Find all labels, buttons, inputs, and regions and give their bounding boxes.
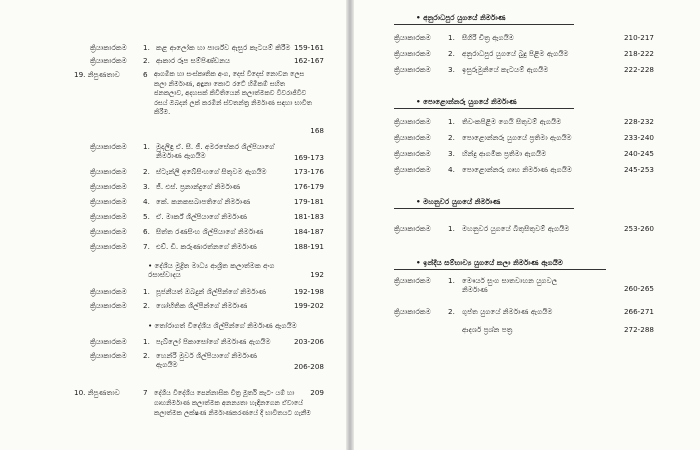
page-range: 222-228 — [623, 65, 654, 74]
activity-label: ක්‍රියාකාරකම — [90, 287, 127, 296]
activity-number: 1. — [448, 276, 455, 285]
right-page — [354, 0, 700, 450]
page-range: 240-245 — [623, 149, 654, 158]
activity-title: මෞර්ය සුංග සාතවාහන යුගවල නිර්මාණ — [462, 276, 558, 294]
sample-papers-title: ආදර්ශ ප්‍රශ්න පත්‍ර — [462, 325, 513, 334]
activity-title: හින්දු ආගමික ප්‍රතිමා ඇගයීම — [462, 149, 547, 158]
activity-title: මහනුවර යුගයේ බිතුසිතුවම් ඇගයීම — [462, 224, 570, 233]
activity-title: පොළොන්නරු යුගයේ ප්‍රතිමා ඇගයීම — [462, 133, 572, 142]
page-range: 210-217 — [623, 33, 654, 42]
activity-title: මුදලිඳු ඒ. සී. ජී. අමරසේකර ශිල්පියාගේ නිර්මාණ ඇගයීම — [156, 142, 275, 160]
activity-label: ක්‍රියාකාරකම — [394, 33, 431, 42]
section-heading: • මහනුවර යුගයේ නිර්මාණ — [416, 197, 501, 206]
activity-number: 2. — [143, 351, 150, 360]
page-range: 209 — [310, 388, 324, 397]
activity-title: අනුරාධපුර යුගයේ බුදු පිළිම ඇගයීම — [462, 49, 569, 58]
page-range: 192-198 — [293, 287, 324, 296]
activity-title: කළ ආලෝක හා පාර්ශ්ව ඇසුර කැටයම් කිරීම — [156, 43, 291, 52]
section-heading: • පොළොන්නරු යුගයේ නිර්මාණ — [416, 97, 517, 106]
section-divider — [394, 108, 574, 109]
page-range: 253-260 — [623, 224, 654, 233]
page-range: 192 — [310, 270, 324, 279]
activity-label: ක්‍රියාකාරකම — [90, 242, 127, 251]
section-divider — [394, 208, 574, 209]
page-range: 184-187 — [293, 227, 324, 236]
activity-title: ආකාර රූප සම්පිණ්ඩනය — [156, 56, 231, 65]
activity-number: 4. — [448, 165, 455, 174]
activity-title: ඉසුරුමුනියේ කැටයම් ඇගයීම — [462, 65, 549, 74]
section-divider — [394, 269, 606, 270]
activity-title: තිවංකපිළිම ගෙයි සිතුවම් ඇගයීම — [462, 117, 562, 126]
activity-label: ක්‍රියාකාරකම — [90, 56, 127, 65]
page-range: 162-167 — [293, 56, 324, 65]
activity-title: එච්. ඩී. කරුණාරත්නගේ නිර්මාණ — [156, 242, 257, 251]
activity-number: 1. — [448, 117, 455, 126]
section-heading: • දේශීය මුද්‍රිත මාධ්‍ය ආශ්‍රිත කලාත්මක අංග රසාස්වාදය — [148, 261, 275, 279]
page-range: 260-265 — [623, 284, 654, 293]
activity-number: 1. — [143, 142, 150, 151]
activity-title: පැබ්ලෝ පිකාසෝගේ නිර්මාණ ඇගයීම — [156, 337, 271, 346]
page-range: 272-288 — [623, 325, 654, 334]
page-range: 199-202 — [293, 301, 324, 310]
activity-number: 1. — [143, 43, 150, 52]
competency-description: දේශීය විදේශීය පෙන්නාසික චිත්‍ර මූර්ති කැට- යම් හා ගෘහනිර්මාණ කලාත්මක අනන්‍යතා හැඳිනගෙන ඒවායේ කලාත්මක ලක්ෂණ නිර්මාණකරණයේ දී භාවිතයට ගැනීම — [154, 389, 311, 417]
activity-number: 3. — [448, 65, 455, 74]
toc-row — [354, 276, 700, 296]
activity-label: ක්‍රියාකාරකම — [394, 276, 431, 285]
page-range: 266-271 — [623, 307, 654, 316]
activity-number: 7. — [143, 242, 150, 251]
activity-label: ක්‍රියාකාරකම — [394, 307, 431, 316]
activity-label: ක්‍රියාකාරකම — [394, 117, 431, 126]
activity-label: ක්‍රියාකාරකම — [90, 351, 127, 360]
activity-label: ක්‍රියාකාරකම — [90, 227, 127, 236]
activity-label: ක්‍රියාකාරකම — [394, 65, 431, 74]
activity-number: 1. — [143, 337, 150, 346]
activity-number: 2. — [448, 49, 455, 58]
page-range: 218-222 — [623, 49, 654, 58]
activity-number: 5. — [143, 212, 150, 221]
activity-label: ක්‍රියාකාරකම — [394, 149, 431, 158]
activity-title: ඒ. මාර්ක් ශිල්පියාගේ නිර්මාණ — [156, 212, 248, 221]
activity-number: 2. — [143, 167, 150, 176]
activity-label: ක්‍රියාකාරකම — [394, 133, 431, 142]
section-heading: • ඉන්දීය සම්භාව්‍ය යුගයේ කලා නිර්මාණ ඇගයීම — [416, 258, 563, 267]
competency-description: ආගමික හා සංස්කෘතික අංග, දෙස් විදෙස් නොවන ලෙස කලා නිර්මාණ, අඳුනා කොට රටේ හිමිකම් සහිත ජනකලාව, අදහසක් කිවිතියෙන් කලාත්මකව විවරාජිවීව රසය් ඔබදන් ලක් කරමින් ස්වතන්ත්‍ර නිර්මාණ සඳහා භාවිත කිරීම. — [154, 70, 312, 117]
competency-label: 19. නිපුණතාව — [74, 70, 120, 79]
activity-number: 2. — [448, 307, 455, 316]
activity-title: ශෝභිතික ශිල්පීන්ගේ නිර්මාණ — [156, 301, 248, 310]
page-range: 179-181 — [293, 197, 324, 206]
page-range: 168 — [310, 126, 324, 135]
activity-title: සීගිරි චිත්‍ර ඇගයීම — [462, 33, 514, 42]
book-gutter — [346, 0, 354, 450]
activity-number: 1. — [448, 33, 455, 42]
activity-title: කේ. කනකසබාපතිගේ නිර්මාණ — [156, 197, 251, 206]
page-range: 203-206 — [293, 337, 324, 346]
activity-label: ක්‍රියාකාරකම — [90, 167, 127, 176]
page-range: 159-161 — [293, 43, 324, 52]
activity-number: 1. — [448, 224, 455, 233]
section-divider — [394, 24, 574, 25]
activity-title: ස්ටැන්ලි අබේසිංහගේ සිතුවම ඇගයීම — [156, 167, 267, 176]
activity-number: 2. — [143, 301, 150, 310]
competency-label: 10. නිපුණතාව — [74, 388, 120, 397]
page-range: 206-208 — [293, 362, 324, 371]
section-heading: • අනුරාධපුර යුගයේ නිර්මාණ — [416, 13, 506, 22]
activity-title: හෙන්රි මුවර් ශිල්පියාගේ නිර්මාණ ඇගයීම — [156, 351, 258, 369]
toc-row — [0, 142, 346, 162]
activity-number: 1. — [143, 287, 150, 296]
section-heading: • තෝරාගත් විදේශීය ශිල්පීන්ගේ නිර්මාණ ඇගයීම — [148, 321, 297, 330]
activity-number: 2. — [143, 56, 150, 65]
page-range: 181-183 — [293, 212, 324, 221]
competency-number: 7 — [143, 388, 148, 397]
page-range: 176-179 — [293, 182, 324, 191]
activity-number: 3. — [448, 149, 455, 158]
activity-title: ගුප්ත යුගයේ නිර්මාණ ඇගයීම — [462, 307, 553, 316]
activity-label: ක්‍රියාකාරකම — [90, 43, 127, 52]
activity-title: ජී. එස්. ප්‍රනාන්දුගේ නිර්මාණ — [156, 182, 241, 191]
page-range: 228-232 — [623, 117, 654, 126]
activity-label: ක්‍රියාකාරකම — [394, 165, 431, 174]
activity-number: 2. — [448, 133, 455, 142]
activity-label: ක්‍රියාකාරකම — [394, 224, 431, 233]
activity-label: ක්‍රියාකාරකම — [90, 212, 127, 221]
activity-title: සිත්ත රණසිංහ ශිල්පියාගේ නිර්මාණ — [156, 227, 264, 236]
activity-number: 3. — [143, 182, 150, 191]
competency-number: 6 — [143, 70, 148, 79]
page-range: 233-240 — [623, 133, 654, 142]
page-range: 169-173 — [293, 153, 324, 162]
activity-number: 4. — [143, 197, 150, 206]
activity-label: ක්‍රියාකාරකම — [90, 182, 127, 191]
activity-label: ක්‍රියාකාරකම — [90, 142, 127, 151]
activity-label: ක්‍රියාකාරකම — [394, 49, 431, 58]
activity-number: 6. — [143, 227, 150, 236]
activity-label: ක්‍රියාකාරකම — [90, 301, 127, 310]
page-range: 245-253 — [623, 165, 654, 174]
page-range: 173-176 — [293, 167, 324, 176]
toc-row — [0, 351, 346, 371]
activity-label: ක්‍රියාකාරකම — [90, 197, 127, 206]
page-range: 188-191 — [293, 242, 324, 251]
activity-title: පූජනීයත් ඔබදුන් ශිල්පීන්ගේ නිර්මාණ — [156, 287, 267, 296]
activity-title: පොළොන්නරු ගෘහ නිර්මාණ ඇගයීම — [462, 165, 573, 174]
activity-label: ක්‍රියාකාරකම — [90, 337, 127, 346]
left-page — [0, 0, 346, 450]
